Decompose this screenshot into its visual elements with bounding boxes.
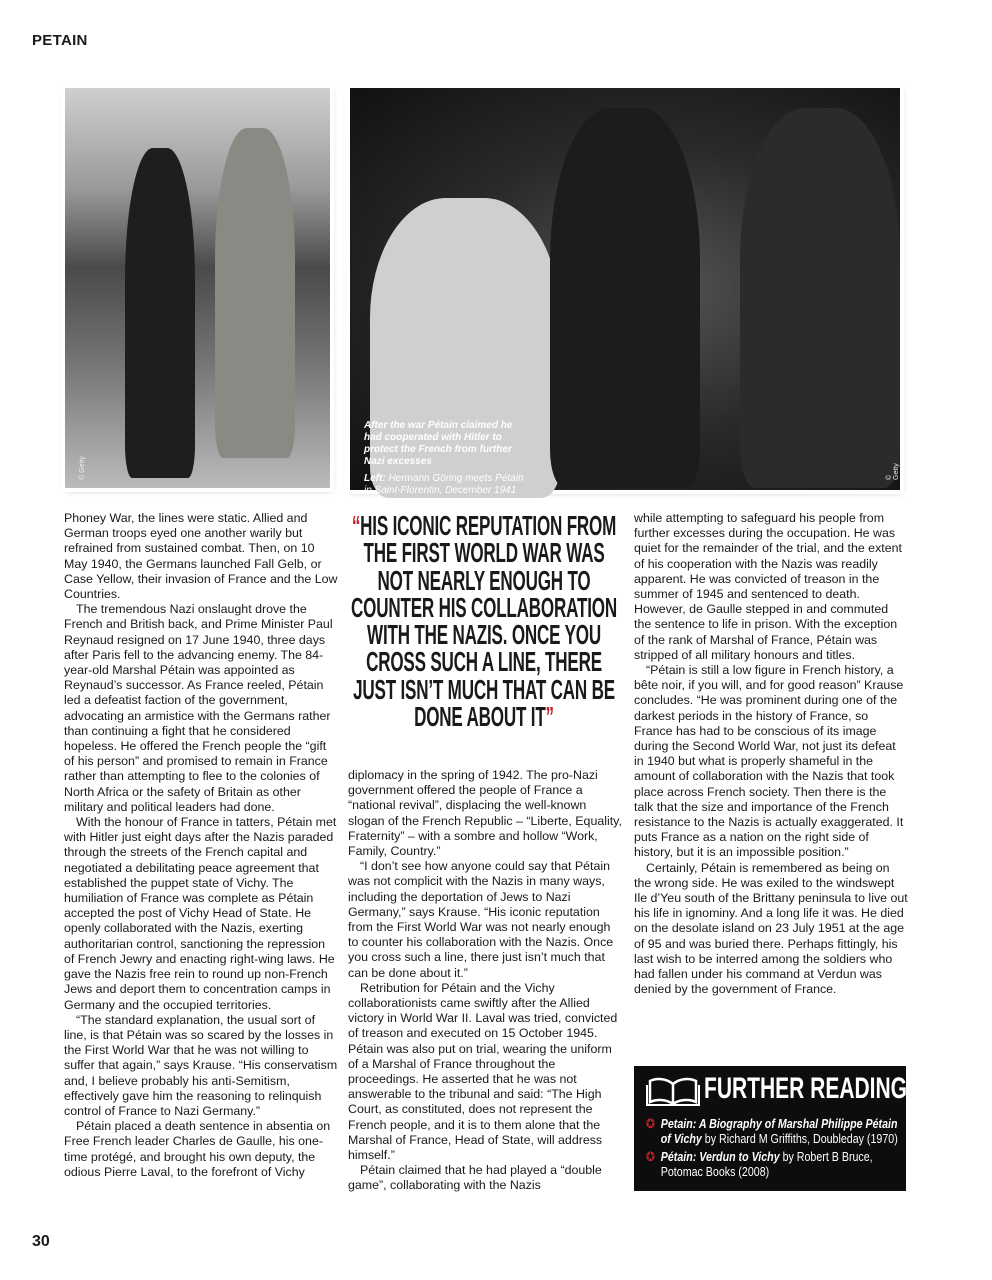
article-paragraph: Certainly, Pétain is remembered as being on the wrong side. He was exiled to the windswept Ile d’Yeu south of the Brittany peninsula to live out his life in ignominy. And a long life it was. He died on the desolate island on 23 July 1951 at the age of 95 and was buried there. Perhaps fittingly, his last wish to be interred among the soldiers who had fallen under his command at Verdun was denied by the government of France. (634, 860, 908, 997)
article-paragraph: “Pétain is still a low figure in French history, a bête noir, if you will, and for good reason” Krause concludes. “He was prominent during one of the darkest periods in the history of France, so France has had to be conscious of its image during the Second World War, not just its defeat in 1940 but what is properly shameful in the amount of collaboration with the Nazis that took place across French society. Then there is the talk that the size and importance of the French resistance to the Nazis is actually exaggerated. It puts France as a nation on the right side of history, but it is an impossible position.” (634, 663, 904, 860)
article-paragraph: diplomacy in the spring of 1942. The pro-Nazi government offered the people of France a “national revival”, displacing the well-known slogan of the French Republic – “Liberte, Equality, Fraternity” – with a sombre and hollow “Work, Family, Country.” (348, 768, 622, 859)
further-reading-title: FURTHER READING (704, 1072, 907, 1105)
article-paragraph: With the honour of France in tatters, Pétain met with Hitler just eight days after the Nazis paraded through the streets of the French capital and negotiated a debilitating peace agreement that established the puppet state of Vichy. The humiliation of France was complete as Pétain accepted the post of Vichy Head of State. He openly collaborated with the Nazis, exerting authoritarian control, sanctioning the repression of French Jewry and enacting right-wing laws. He gave the Nazis free rein to round up non-French Jews and deport them to concentration camps in Germany and the occupied territories. (64, 815, 337, 1012)
article-paragraph: Phoney War, the lines were static. Allied and German troops eyed one another warily but refrained from sustained combat. Then, on 10 May 1940, the Germans launched Fall Gelb, or Case Yellow, their invasion of France and the Low Countries. (64, 511, 338, 602)
open-book-icon (646, 1076, 700, 1106)
article-column-2 (348, 768, 622, 1194)
page-number: 30 (32, 1233, 50, 1250)
article-paragraph: “I don’t see how anyone could say that Pétain was not complicit with the Nazis in many ways, including the deportation of Jews to Nazi Germany,” says Krause. “His iconic reputation from the First World War was not nearly enough to counter his collaboration with the Nazis. Once you cross such a line, there just isn’t much that can be done about it.” (348, 859, 614, 980)
pull-quote: “HIS ICONIC REPUTATION FROM THE FIRST WORLD WAR WAS NOT NEARLY ENOUGH TO COUNTER HIS COLLABORATION WITH THE NAZIS. ONCE YOU CROSS SUCH A LINE, THERE JUST ISN’T MUCH THAT CAN BE DONE ABOUT IT” (351, 510, 617, 733)
photo-goring-petain (65, 88, 330, 488)
photo-petain-hitler (350, 88, 900, 496)
further-reading-box (634, 1066, 906, 1191)
article-paragraph: while attempting to safeguard his people from further excesses during the occupation. He was quiet for the remainder of the trial, and the extent of his cooperation with the Nazis was readily apparent. He was convicted of treason in the summer of 1945 and sentenced to death. However, de Gaulle stepped in and commuted the sentence to life in prison. With the exception of the rank of Marshal of France, Pétain was stripped of all military honours and titles. (634, 511, 902, 662)
photo-credit: © Getty (886, 463, 900, 480)
photo-credit: © Getty (79, 456, 86, 480)
article-paragraph: The tremendous Nazi onslaught drove the French and British back, and Prime Minister Paul Reynaud resigned on 17 June 1940, three days after Paris fell to the advancing enemy. The 84-year-old Marshal Pétain was appointed as Reynaud’s successor. As France reeled, Pétain led a defeatist faction of the government, advocating an armistice with the Germans rather than continuing a fight that he considered hopeless. He offered the French people the “gift of his person” and promised to remain in France rather than attempting to flee to the colonies of North Africa or the safety of Britain as other military and political leaders had done. (64, 602, 333, 814)
article-paragraph: Pétain claimed that he had played a “double game”, collaborating with the Nazis (348, 1163, 602, 1193)
article-paragraph: Pétain placed a death sentence in absentia on Free French leader Charles de Gaulle, his one-time protégé, and brought his own deputy, the odious Pierre Laval, to the forefront of Vichy (64, 1119, 331, 1179)
reading-item: ✪ Petain: A Biography of Marshal Philippe Pétain of Vichy by Richard M Griffiths, Doubleday (1970) (646, 1116, 900, 1146)
section-title: PETAIN (32, 32, 88, 49)
article-column-1 (64, 511, 338, 1180)
article-paragraph: “The standard explanation, the usual sort of line, is that Pétain was so scared by the losses in the First World War that he was not willing to suffer that again,” says Krause. “His conservatism and, I believe probably his anti-Semitism, effectively gave him the reasoning to relinquish control of France to Nazi Germany.” (64, 1012, 338, 1118)
reading-item: ✪ Pétain: Verdun to Vichy by Robert B Bruce, Potomac Books (2008) (646, 1149, 900, 1179)
photo-caption: After the war Pétain claimed he had cooperated with Hitler to protect the French from further Nazi excesses Left: Hermann Göring meets Pétain in Saint-Florentin, December 1941 (364, 420, 524, 496)
article-paragraph: Retribution for Pétain and the Vichy collaborationists came swiftly after the Allied victory in World War II. Laval was tried, convicted of treason and executed on 15 October 1945. Pétain was also put on trial, wearing the uniform of a Marshal of France throughout the proceedings. He asserted that he was not answerable to the tribunal and said: “The High Court, as constituted, does not represent the French people, and it is to them alone that the Marshal of France, Head of State, will address himself.” (348, 980, 618, 1163)
article-column-3 (634, 511, 908, 998)
